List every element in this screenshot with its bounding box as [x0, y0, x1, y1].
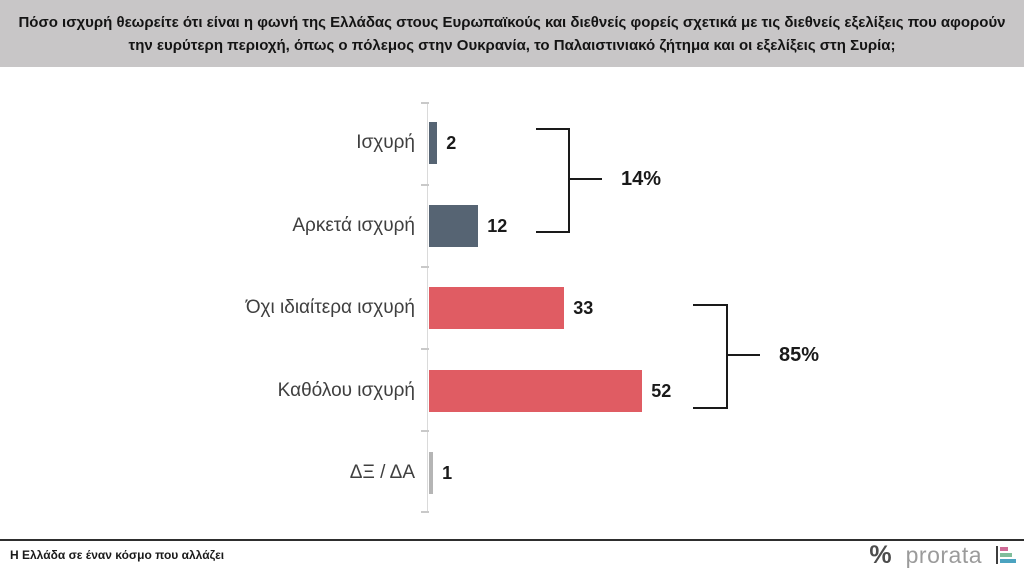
bar	[429, 205, 478, 247]
bar	[429, 370, 642, 412]
bar	[429, 122, 437, 164]
question-text: Πόσο ισχυρή θεωρείτε ότι είναι η φωνή της Ελλάδας στους Ευρωπαϊκούς και διεθνείς φορείς σχετικά με τις διεθνείς εξελίξεις που αφορούν την ευρύτερη περιοχή, όπως ο πόλεμος στην Ουκρανία, το Παλαιστινιακό ζήτημα και οι εξελίξεις στη Συρία;	[18, 13, 1006, 54]
prorata-logo	[869, 541, 1016, 569]
group-label-85: 85%	[779, 344, 820, 366]
group-label-14: 14%	[621, 168, 662, 190]
value-label: 12	[487, 216, 508, 236]
question-header	[0, 0, 1024, 67]
category-label: Καθόλου ισχυρή	[277, 380, 415, 401]
group-bracket-85	[693, 304, 728, 409]
footer-tagline: Η Ελλάδα σε έναν κόσμο που αλλάζει	[10, 548, 225, 562]
axis-tick	[421, 184, 429, 186]
bar	[429, 287, 564, 329]
category-label: ΔΞ / ΔΑ	[349, 462, 415, 483]
bar-chart	[0, 67, 1024, 539]
value-label: 52	[651, 381, 672, 401]
percent-logo-mark: %	[869, 540, 892, 569]
axis-tick	[421, 266, 429, 268]
group-bracket-85-arm	[726, 354, 760, 356]
group-bracket-14	[536, 128, 570, 233]
group-bracket-14-arm	[568, 178, 602, 180]
value-label: 33	[573, 298, 594, 318]
axis-tick	[421, 430, 429, 432]
prorata-wordmark: prorata	[905, 541, 982, 568]
bar	[429, 452, 433, 494]
category-label: Ισχυρή	[356, 132, 415, 153]
category-label: Όχι ιδιαίτερα ισχυρή	[245, 297, 415, 318]
axis-tick	[421, 511, 429, 513]
value-label: 2	[446, 133, 457, 153]
category-axis	[427, 103, 428, 511]
bar-chart-icon	[996, 545, 1016, 565]
axis-tick	[421, 348, 429, 350]
axis-tick	[421, 102, 429, 104]
category-label: Αρκετά ισχυρή	[292, 215, 415, 236]
value-label: 1	[442, 463, 453, 483]
